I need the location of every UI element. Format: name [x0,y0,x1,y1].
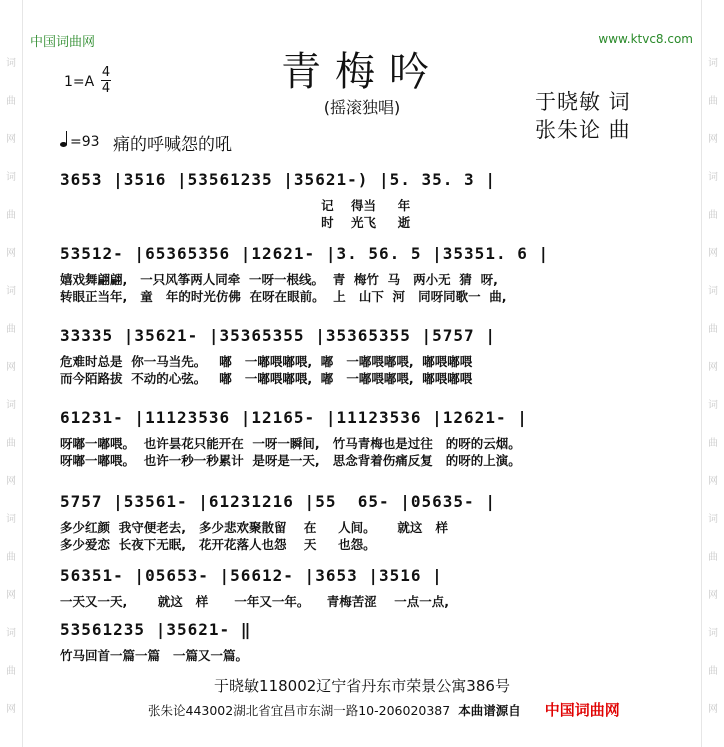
watermark-glyph: 词 [6,286,16,297]
notation-line: 56351- |05653- |56612- |3653 |3516 | [60,566,443,585]
watermark-glyph: 词 [6,628,16,639]
watermark-glyph: 网 [708,134,718,145]
footer-address-composer [148,699,620,720]
watermark-glyph: 网 [6,476,16,487]
watermark-glyph: 网 [708,590,718,601]
lyric-line: 危难时总是 你一马当先。 嘟 一嘟喂嘟喂, 嘟 一嘟喂嘟喂, 嘟喂嘟喂 [60,354,473,369]
watermark-glyph: 网 [708,248,718,259]
footer-address-lyricist: 于晓敏118002辽宁省丹东市荣景公寓386号 [214,677,510,695]
footer-brand: 中国词曲网 [544,701,620,719]
watermark-glyph: 词 [6,514,16,525]
song-title: 青梅吟 [281,49,443,95]
time-signature [101,66,111,95]
watermark-glyph: 曲 [6,438,16,449]
watermark-glyph: 曲 [708,96,718,107]
watermark-glyph: 曲 [6,210,16,221]
notation-line: 53512- |65365356 |12621- |3. 56. 5 |35351. 6 | [60,244,550,263]
notation-line: 3653 |3516 |53561235 |35621-) |5. 35. 3 | [60,170,496,189]
watermark-glyph: 网 [708,362,718,373]
lyric-line: 呀嘟一嘟喂。 也许昙花只能开在 一呀一瞬间, 竹马青梅也是过往 的呀的云烟。 [60,436,521,451]
watermark-glyph: 曲 [708,438,718,449]
lyric-line: 时 光飞 逝 [60,215,411,230]
site-url-right: www.ktvc8.com [598,32,693,46]
watermark-glyph: 曲 [6,552,16,563]
song-subtitle: (摇滚独唱) [323,98,401,117]
tempo-mark [60,131,100,150]
notation-line: 61231- |11123536 |12165- |11123536 |12621- | [60,408,528,427]
watermark-glyph: 网 [6,362,16,373]
watermark-glyph: 词 [708,286,718,297]
lyric-line: 多少红颜 我守便老去, 多少悲欢聚散留 在 人间。 就这 样 [60,520,448,535]
lyric-line: 多少爱恋 长夜下无眠, 花开花落人也怨 天 也怨。 [60,537,376,552]
notation-line: 53561235 |35621- ‖ [60,620,252,639]
watermark-glyph: 曲 [6,324,16,335]
lyric-line: 而今陌路拔 不动的心弦。 嘟 一嘟喂嘟喂, 嘟 一嘟喂嘟喂, 嘟喂嘟喂 [60,371,473,386]
notation-line: 5757 |53561- |61231216 |55 65- |05635- | [60,492,496,511]
notation-line: 33335 |35621- |35365355 |35365355 |5757 | [60,326,496,345]
footer-address-composer-text: 张朱论443002湖北省宜昌市东湖一路10-206020387 [148,703,451,718]
lyric-line: 转眼正当年, 童 年的时光仿佛 在呀在眼前。 上 山下 河 同呀同歌一 曲, [60,289,507,304]
expression-mark: 痛的呼喊怨的吼 [113,135,232,155]
lyric-line: 一天又一天, 就这 样 一年又一年。 青梅苦涩 一点一点, [60,594,449,609]
quarter-note-icon [60,131,70,149]
lyric-line: 呀嘟一嘟喂。 也许一秒一秒累计 是呀是一天, 思念背着伤痛反复 的呀的上演。 [60,453,521,468]
time-signature-bottom: 4 [101,81,111,96]
watermark-glyph: 曲 [708,666,718,677]
watermark-glyph: 曲 [708,552,718,563]
watermark-glyph: 词 [708,172,718,183]
tempo-value: =93 [70,134,100,150]
time-signature-top: 4 [101,65,111,80]
key-signature: 1=A [64,74,95,90]
footer-source-label: 本曲谱源自 [458,703,521,718]
watermark-glyph: 网 [708,476,718,487]
site-name-left: 中国词曲网 [30,35,96,50]
watermark-glyph: 网 [6,704,16,715]
watermark-glyph: 网 [6,590,16,601]
watermark-glyph: 网 [708,704,718,715]
watermark-glyph: 词 [708,514,718,525]
lyricist-credit: 于晓敏 词 [535,90,631,114]
watermark-glyph: 词 [708,400,718,411]
watermark-glyph: 曲 [708,210,718,221]
watermark-glyph: 曲 [6,666,16,677]
lyric-line: 嬉戏舞翩翩, 一只风筝两人同牵 一呀一根线。 青 梅竹 马 两小无 猜 呀, [60,272,498,287]
watermark-glyph: 曲 [6,96,16,107]
watermark-glyph: 网 [6,134,16,145]
lyric-line: 记 得当 年 [60,198,411,213]
watermark-glyph: 词 [6,172,16,183]
lyric-line: 竹马回首一篇一篇 一篇又一篇。 [60,648,249,663]
watermark-glyph: 词 [708,58,718,69]
watermark-glyph: 曲 [708,324,718,335]
watermark-glyph: 网 [6,248,16,259]
watermark-glyph: 词 [708,628,718,639]
composer-credit: 张朱论 曲 [535,118,631,142]
watermark-glyph: 词 [6,58,16,69]
watermark-glyph: 词 [6,400,16,411]
